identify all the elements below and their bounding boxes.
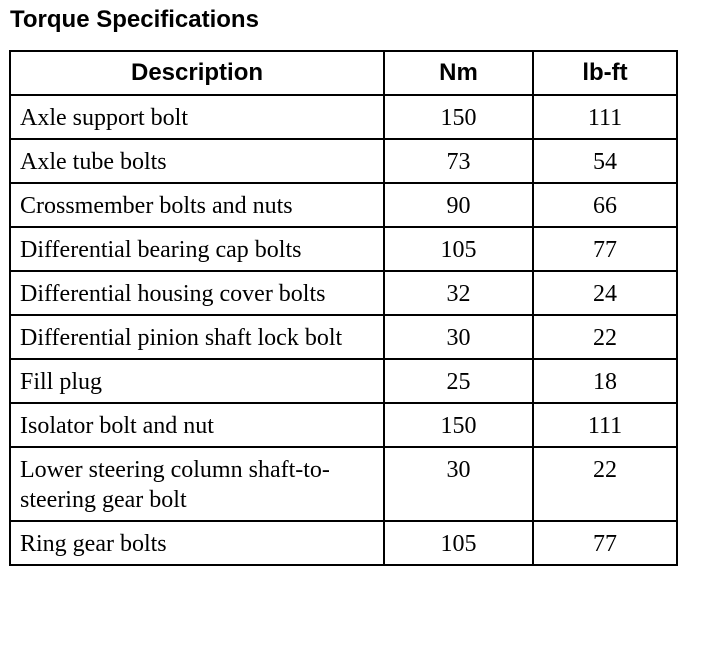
row-description: Fill plug (10, 359, 384, 403)
row-nm-value: 90 (384, 183, 533, 227)
row-lb-ft-value: 66 (533, 183, 677, 227)
table-row (10, 521, 677, 565)
row-nm-value: 105 (384, 227, 533, 271)
row-lb-ft-value: 77 (533, 227, 677, 271)
table-row (10, 95, 677, 139)
table-row (10, 227, 677, 271)
row-description: Axle support bolt (10, 95, 384, 139)
column-header-description: Description (10, 51, 384, 95)
table-row (10, 139, 677, 183)
row-nm-value: 150 (384, 95, 533, 139)
table-row (10, 315, 677, 359)
row-description: Differential pinion shaft lock bolt (10, 315, 384, 359)
row-description: Lower steering column shaft-to-steering gear bolt (10, 447, 384, 521)
row-lb-ft-value: 77 (533, 521, 677, 565)
torque-specifications-table (9, 50, 678, 566)
row-lb-ft-value: 111 (533, 403, 677, 447)
column-header-nm: Nm (384, 51, 533, 95)
row-nm-value: 105 (384, 521, 533, 565)
row-nm-value: 32 (384, 271, 533, 315)
row-lb-ft-value: 18 (533, 359, 677, 403)
table-row (10, 447, 677, 521)
row-nm-value: 30 (384, 315, 533, 359)
table-row (10, 359, 677, 403)
page-title: Torque Specifications (10, 6, 259, 33)
row-description: Isolator bolt and nut (10, 403, 384, 447)
table-row (10, 403, 677, 447)
row-lb-ft-value: 22 (533, 447, 677, 521)
row-nm-value: 25 (384, 359, 533, 403)
row-lb-ft-value: 54 (533, 139, 677, 183)
table-row (10, 271, 677, 315)
row-lb-ft-value: 24 (533, 271, 677, 315)
column-header-lb-ft: lb-ft (533, 51, 677, 95)
table-row (10, 183, 677, 227)
row-nm-value: 30 (384, 447, 533, 521)
row-description: Differential bearing cap bolts (10, 227, 384, 271)
row-description: Ring gear bolts (10, 521, 384, 565)
row-lb-ft-value: 22 (533, 315, 677, 359)
table-header-row (10, 51, 677, 95)
row-description: Crossmember bolts and nuts (10, 183, 384, 227)
row-nm-value: 73 (384, 139, 533, 183)
row-description: Axle tube bolts (10, 139, 384, 183)
row-lb-ft-value: 111 (533, 95, 677, 139)
row-nm-value: 150 (384, 403, 533, 447)
row-description: Differential housing cover bolts (10, 271, 384, 315)
